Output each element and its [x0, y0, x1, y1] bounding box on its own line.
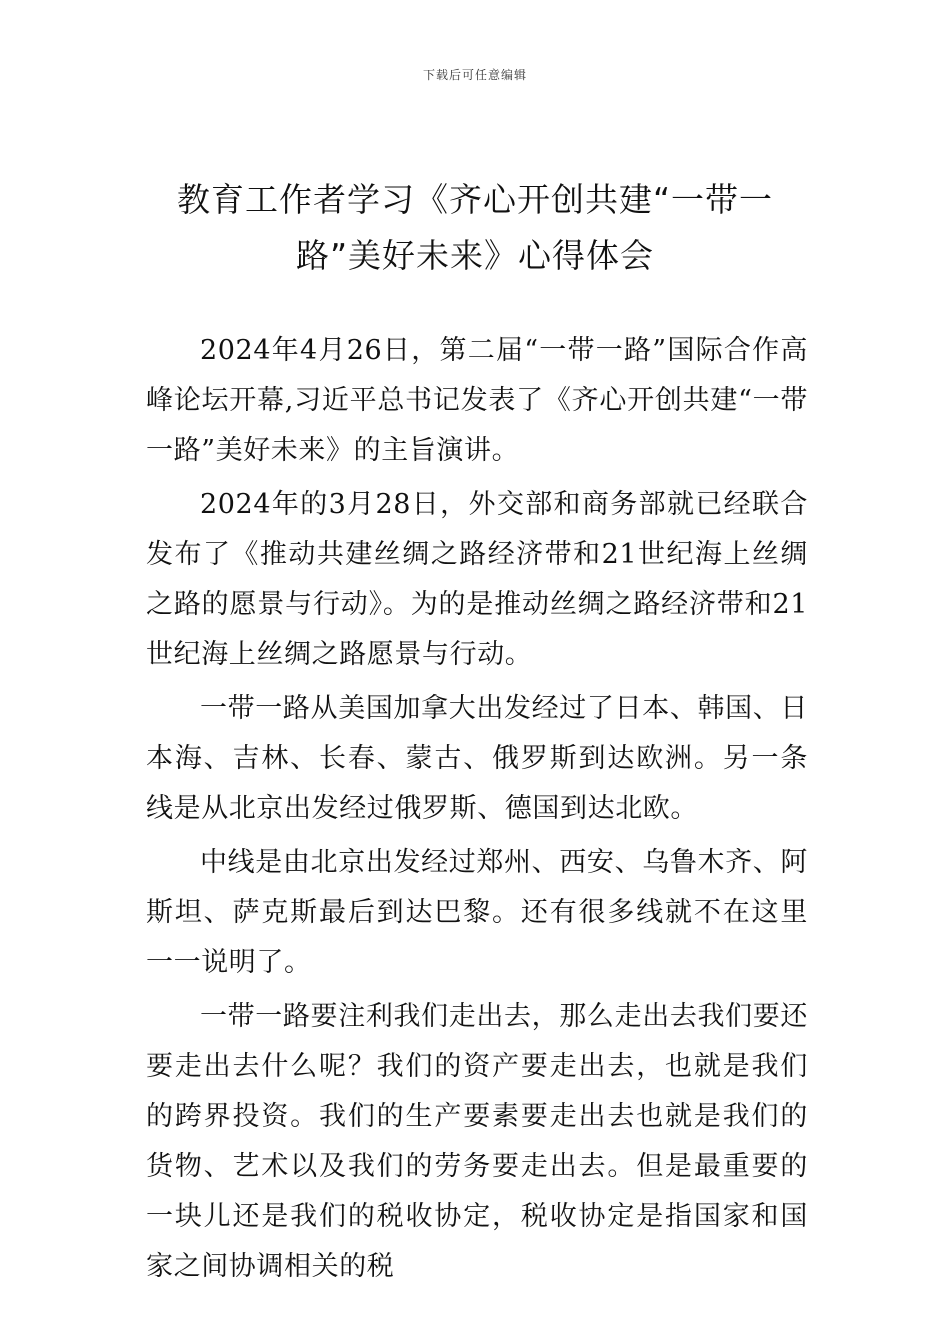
paragraph-1: 2024年4月26日，第二届“一带一路”国际合作高峰论坛开幕,习近平总书记发表了《齐心开创共建“一带一路”美好未来》的主旨演讲。 [146, 335, 808, 466]
paragraph-3: 一带一路从美国加拿大出发经过了日本、韩国、日本海、吉林、长春、蒙古、俄罗斯到达欧洲。另一条线是从北京出发经过俄罗斯、德国到达北欧。 [146, 693, 808, 824]
paragraph-2: 2024年的3月28日，外交部和商务部就已经联合发布了《推动共建丝绸之路经济带和21世纪海上丝绸之路的愿景与行动》。为的是推动丝绸之路经济带和21世纪海上丝绸之路愿景与行动。 [146, 489, 808, 670]
title-line-1: 教育工作者学习《齐心开创共建“一带一 [176, 180, 774, 219]
header-note: 下载后可任意编辑 [422, 68, 527, 82]
document-title [150, 172, 800, 284]
paragraph-5: 一带一路要注利我们走出去，那么走出去我们要还要走出去什么呢？我们的资产要走出去，也就是我们的跨界投资。我们的生产要素要走出去也就是我们的货物、艺术以及我们的劳务要走出去。但是最重要的一块儿还是我们的税收协定，税收协定是指国家和国家之间协调相关的税 [146, 1001, 808, 1282]
title-line-2: 路”美好未来》心得体会 [295, 236, 655, 275]
paragraph-4: 中线是由北京出发经过郑州、西安、乌鲁木齐、阿斯坦、萨克斯最后到达巴黎。还有很多线就不在这里一一说明了。 [146, 847, 808, 978]
document-body [146, 326, 808, 1296]
